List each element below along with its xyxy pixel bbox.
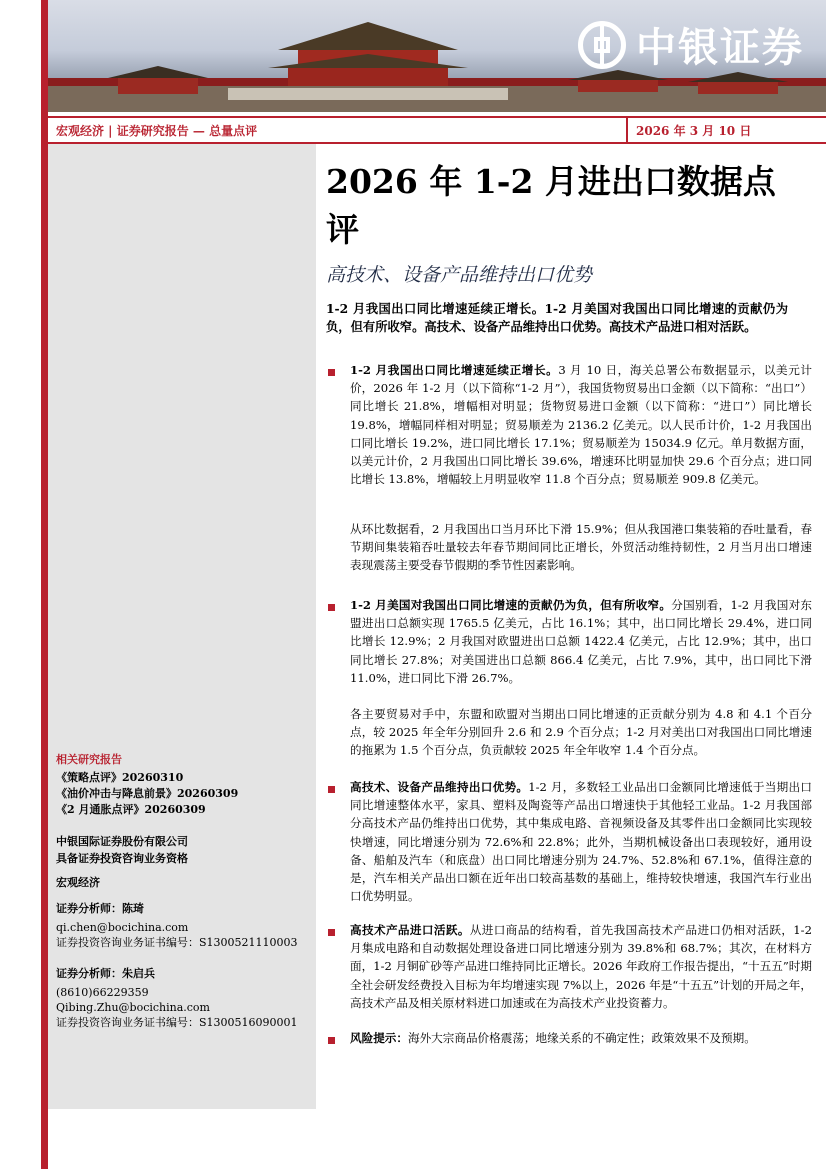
broker-logo — [578, 16, 804, 73]
section-heading: 高技术、设备产品维持出口优势。 — [350, 780, 529, 794]
related-report-item[interactable]: 《2 月通胀点评》20260309 — [56, 803, 206, 816]
left-accent-rule — [41, 0, 48, 1169]
section-heading: 高技术产品进口活跃。 — [350, 923, 470, 937]
analyst-title: 证券分析师：陈琦 — [56, 902, 144, 915]
section-text: 分国别看，1-2 月我国对东盟进出口总额实现 1765.5 亿美元，占比 16.1%；其中，出口同比增长 29.4%，进口同比增长 12.9%；2 月我国对欧盟进出口总额 1422.4 亿美元，占比 12.9%；其中，出口同比增长 27.8%；对美国进出口总额 866.4 亿美元，占比 7.9%，其中，出口同比下滑 11.0%，进口同比下滑 26.7%。 — [350, 598, 813, 685]
logo-text: 中银证券 — [636, 25, 804, 71]
section-2 — [326, 596, 812, 687]
header-banner — [48, 0, 826, 112]
related-report-item[interactable]: 《油价冲击与降息前景》20260309 — [56, 787, 239, 800]
company-name: 中银国际证券股份有限公司 — [56, 835, 188, 848]
analyst-email[interactable]: qi.chen@bocichina.com — [56, 921, 189, 934]
section-heading: 1-2 月美国对我国出口同比增速的贡献仍为负，但有所收窄。 — [350, 598, 672, 612]
report-subtitle: 高技术、设备产品维持出口优势 — [326, 264, 593, 286]
sector-label: 宏观经济 — [56, 876, 100, 889]
related-report-item[interactable]: 《策略点评》20260310 — [56, 771, 184, 784]
section-heading: 1-2 月我国出口同比增速延续正增长。 — [350, 363, 559, 377]
category-bar — [48, 116, 826, 144]
company-qualification: 具备证券投资咨询业务资格 — [56, 852, 188, 865]
report-title: 2026 年 1-2 月进出口数据点评 — [326, 162, 776, 249]
section-1 — [326, 361, 812, 488]
related-reports-title: 相关研究报告 — [56, 753, 122, 766]
boc-logo-icon — [578, 21, 626, 69]
risk-text: 海外大宗商品价格震荡；地缘关系的不确定性；政策效果不及预期。 — [407, 1031, 756, 1045]
analyst-phone: (8610)66229359 — [56, 986, 149, 999]
bar-divider — [626, 118, 628, 142]
section-3 — [326, 778, 812, 905]
section-text: 从进口商品的结构看，首先我国高技术产品进口仍相对活跃，1-2 月集成电路和自动数据处理设备进口同比增速分别为 39.8%和 68.7%；其次，在材料方面，1-2 月铜矿砂等产品进口维持同比正增长。2026 年政府工作报告提出，“十五五”时期全社会研发经费投入目标为年均增速实现 7%以上，2026 年是“十五五”计划的开局之年，高技术产品及相关原材料进口加速或在为高技术产业投资蓄力。 — [350, 923, 812, 1010]
report-category: 宏观经济 | 证券研究报告 — 总量点评 — [56, 124, 258, 138]
analyst-license: 证券投资咨询业务证书编号：S1300516090001 — [56, 1016, 298, 1029]
report-date: 2026 年 3 月 10 日 — [636, 124, 752, 138]
section-text: 3 月 10 日，海关总署公布数据显示，以美元计价，2026 年 1-2 月（以下简称“1-2 月”），我国货物贸易出口金额（以下简称：“出口”）同比增长 21.8%，增幅相对明显；货物贸易进口金额（以下简称：“进口”）同比增长 19.8%，增幅同样相对明显；贸易顺差为 2136.2 亿美元。以人民币计价，1-2 月我国出口同比增长 19.2%，进口同比增长 17.1%；贸易顺差为 15034.9 亿元。单月数据方面，以美元计价，2 月我国出口同比增长 39.6%，增速环比明显加快 29.6 个百分点；进口同比增长 13.8%，增幅较上月明显收窄 11.8 个百分点；贸易顺差 909.8 亿美元。 — [350, 363, 812, 487]
risk-heading: 风险提示： — [350, 1031, 408, 1045]
report-summary: 1-2 月我国出口同比增速延续正增长。1-2 月美国对我国出口同比增速的贡献仍为负，但有所收窄。高技术、设备产品维持出口优势。高技术产品进口相对活跃。 — [326, 301, 788, 334]
analyst-license: 证券投资咨询业务证书编号：S1300521110003 — [56, 936, 298, 949]
sidebar — [48, 144, 316, 1109]
analyst-title: 证券分析师：朱启兵 — [56, 967, 155, 980]
section-2-para2: 各主要贸易对手中，东盟和欧盟对当期出口同比增速的正贡献分别为 4.8 和 4.1 个百分点，较 2025 年全年分别回升 2.6 和 2.9 个百分点；1-2 月对美出口对我国出口同比增速的拖累为 1.5 个百分点，负贡献较 2025 年全年收窄 1.4 个百分点。 — [350, 707, 812, 758]
section-4 — [326, 921, 812, 1012]
section-1-para2: 从环比数据看，2 月我国出口当月环比下滑 15.9%；但从我国港口集装箱的吞吐量看，春节期间集装箱吞吐量较去年春节期间同比正增长，外贸活动维持韧性，2 月当月出口增速表现震荡主要受春节假期的季节性因素影响。 — [350, 522, 812, 573]
analyst-email[interactable]: Qibing.Zhu@bocichina.com — [56, 1001, 210, 1014]
risk-section — [326, 1029, 812, 1047]
section-text: 1-2 月，多数轻工业品出口金额同比增速低于当期出口同比增速整体水平，家具、塑料及陶瓷等产品出口增速快于其他轻工业品。1-2 月我国部分高技术产品仍维持出口优势，其中集成电路、音视频设备及其零件出口金额同比实现较快增速，同比增速分别为 72.6%和 22.8%；此外，当期机械设备出口表现较好，通用设备、船舶及汽车（和底盘）出口同比增速分别为 24.7%、52.8%和 67.1%，值得注意的是，汽车相关产品出口额在近年出口较高基数的基础上，维持较快增速，我国汽车行业出口优势明显。 — [350, 780, 812, 904]
